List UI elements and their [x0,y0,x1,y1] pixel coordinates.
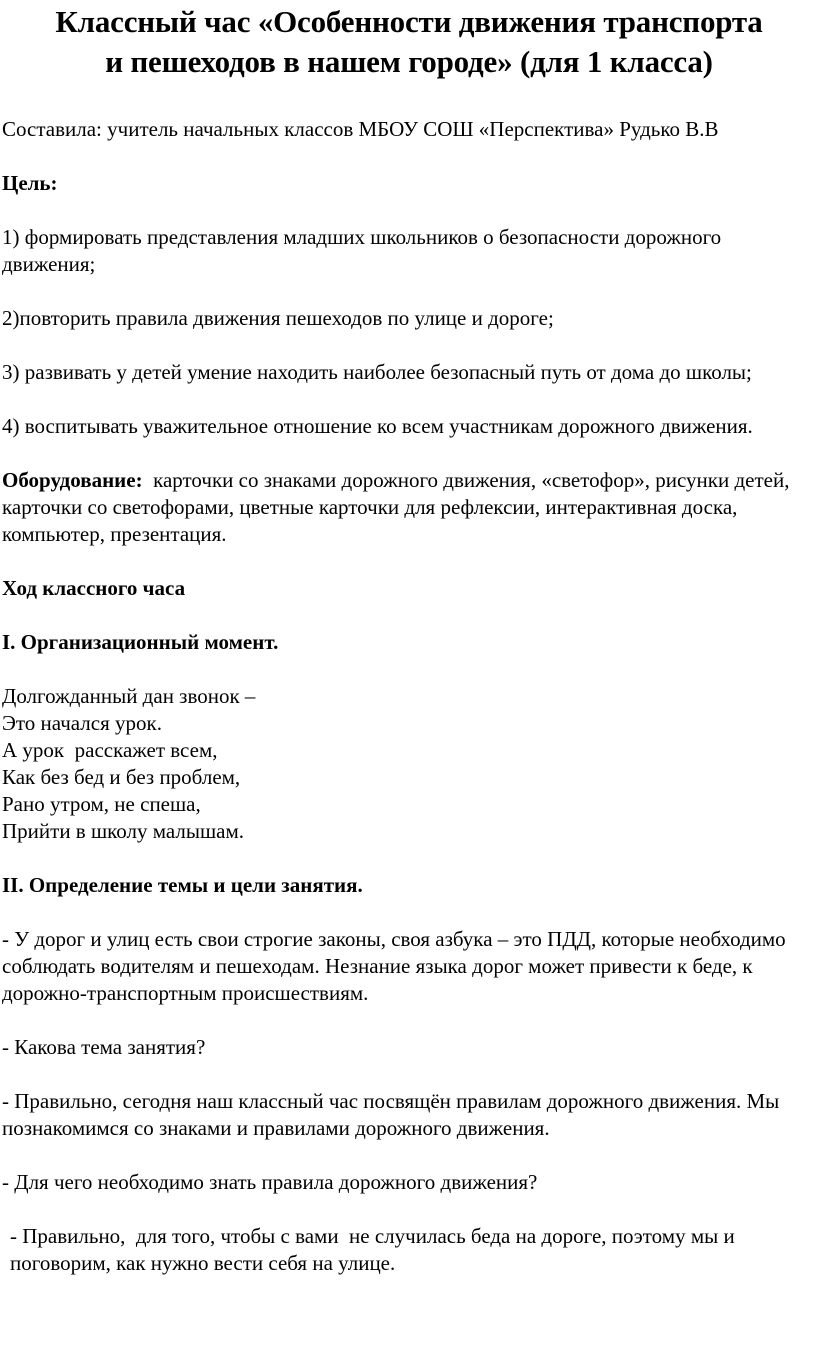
paragraph-1: - У дорог и улиц есть свои строгие законы, своя азбука – это ПДД, которые необходимо соблюдать водителям и пешеходам. Незнание языка дорог может привести к беде, к дорожно-транспортным происшествиям. [2,927,786,1005]
page-title [0,2,816,82]
equipment-paragraph [2,467,816,548]
goal-item-4: 4) воспитывать уважительное отношение ко всем участникам дорожного движения. [2,414,753,438]
goal-heading: Цель: [2,171,58,195]
paragraph-3: - Правильно, сегодня наш классный час посвящён правилам дорожного движения. Мы познакомимся со знаками и правилами дорожного движения. [2,1089,780,1140]
title-line-1: Классный час «Особенности движения транспорта [55,4,763,39]
poem-line-6: Прийти в школу малышам. [2,819,245,843]
author-line: Составила: учитель начальных классов МБОУ СОШ «Перспектива» Рудько В.В [2,117,719,141]
section-1-heading: I. Организационный момент. [2,630,279,654]
poem-line-4: Как без бед и без проблем, [2,765,241,789]
poem-line-3: А урок расскажет всем, [2,738,218,762]
document-page [0,2,816,1370]
goal-item-2: 2)повторить правила движения пешеходов по улице и дороге; [2,306,554,330]
course-heading: Ход классного часа [2,576,186,600]
goal-item-1: 1) формировать представления младших школьников о безопасности дорожного движения; [2,225,722,276]
title-line-2: и пешеходов в нашем городе» (для 1 класса) [105,44,713,79]
paragraph-5: - Правильно, для того, чтобы с вами не случилась беда на дороге, поэтому мы и поговорим, как нужно вести себя на улице. [10,1224,740,1275]
equipment-text: карточки со знаками дорожного движения, «светофор», рисунки детей, карточки со светофорами, цветные карточки для рефлексии, интерактивная доска, компьютер, презентация. [2,468,795,546]
poem-line-1: Долгожданный дан звонок – [2,684,256,708]
poem-line-5: Рано утром, не спеша, [2,792,201,816]
paragraph-4: - Для чего необходимо знать правила дорожного движения? [2,1170,538,1194]
paragraph-2: - Какова тема занятия? [2,1035,206,1059]
goal-item-3: 3) развивать у детей умение находить наиболее безопасный путь от дома до школы; [2,360,752,384]
poem-line-2: Это начался урок. [2,711,162,735]
equipment-label: Оборудование: [2,468,143,492]
section-2-heading: II. Определение темы и цели занятия. [2,873,363,897]
poem [2,683,816,845]
